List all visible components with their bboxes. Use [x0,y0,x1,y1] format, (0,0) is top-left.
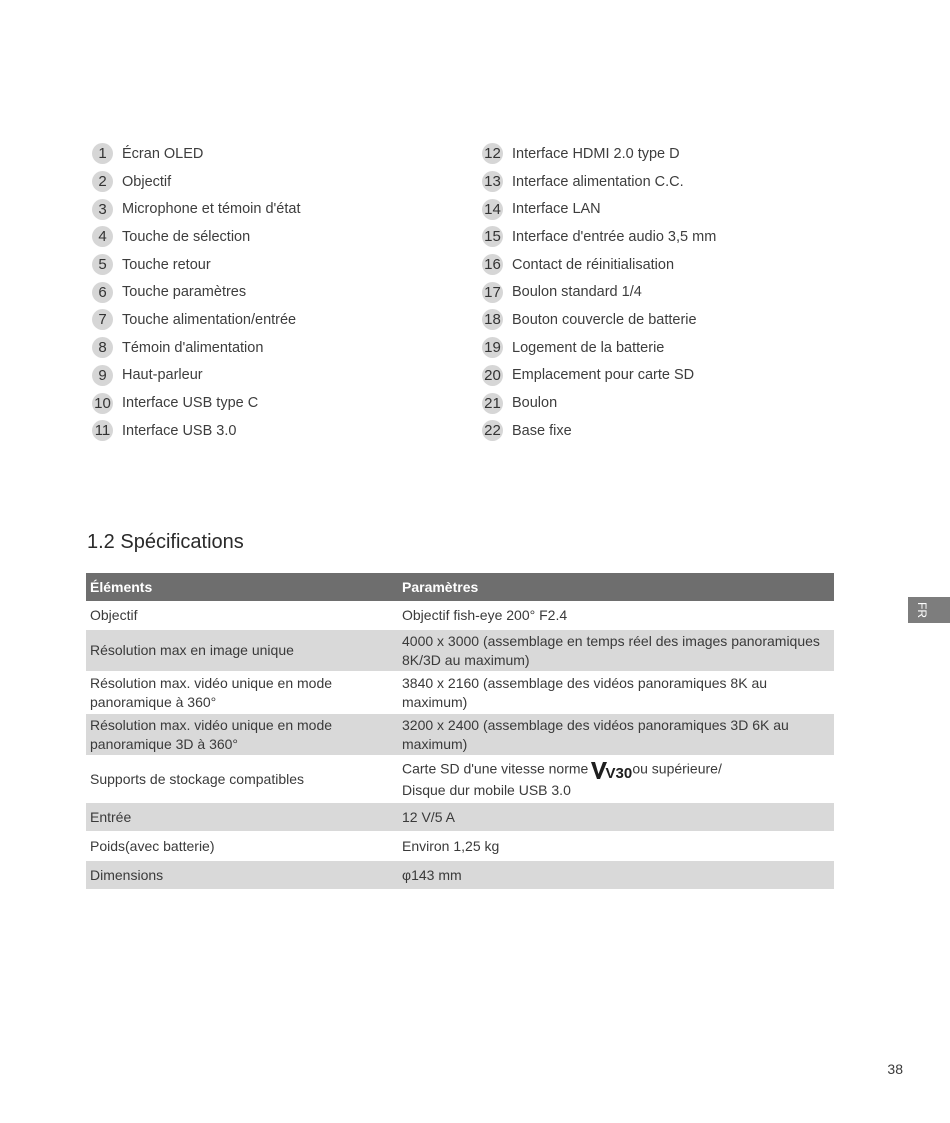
parts-column-right [482,140,716,445]
list-item [482,140,716,168]
item-label: Interface LAN [512,201,601,218]
spec-value-cell: 12 V/5 A [398,803,834,832]
column-header-parameters: Paramètres [398,573,834,601]
table-row [86,861,834,890]
item-label: Microphone et témoin d'état [122,201,301,218]
spec-value-cell: Environ 1,25 kg [398,832,834,861]
list-item [482,306,716,334]
table-row [86,714,834,756]
list-item [482,195,716,223]
spec-element-cell: Objectif [86,601,398,630]
list-item [482,223,716,251]
spec-value-cell: φ143 mm [398,861,834,890]
item-label: Haut-parleur [122,367,203,384]
storage-value-text: Carte SD d'une vitesse norme [402,760,589,777]
table-header-row [86,573,834,601]
item-number-badge: 8 [92,337,113,358]
item-number-badge: 7 [92,309,113,330]
section-title: 1.2 Spécifications [87,531,244,553]
list-item [92,362,300,390]
list-item [482,389,716,417]
item-label: Témoin d'alimentation [122,339,264,356]
table-row [86,630,834,672]
specifications-table [86,573,834,890]
item-number-badge: 13 [482,171,503,192]
item-label: Écran OLED [122,145,204,162]
list-item [92,168,300,196]
item-number-badge: 5 [92,254,113,275]
item-number-badge: 6 [92,282,113,303]
item-label: Interface HDMI 2.0 type D [512,145,680,162]
item-label: Touche alimentation/entrée [122,311,297,328]
item-number-badge: 16 [482,254,503,275]
list-item [92,195,300,223]
list-item [92,306,300,334]
list-item [92,278,300,306]
spec-value-cell [398,756,834,803]
spec-element-cell: Dimensions [86,861,398,890]
spec-element-cell: Entrée [86,803,398,832]
item-label: Bouton couvercle de batterie [512,311,697,328]
item-number-badge: 21 [482,393,503,414]
v30-speed-class-icon [590,759,633,782]
table-row [86,601,834,630]
spec-element-cell: Résolution max en image unique [86,630,398,672]
list-item [482,362,716,390]
item-number-badge: 9 [92,365,113,386]
list-item [92,389,300,417]
list-item [482,168,716,196]
storage-value-line2: Disque dur mobile USB 3.0 [402,781,571,798]
table-row [86,756,834,803]
item-number-badge: 19 [482,337,503,358]
item-number-badge: 20 [482,365,503,386]
list-item [92,251,300,279]
item-label: Touche paramètres [122,284,247,301]
item-label: Interface USB 3.0 [122,422,237,439]
spec-value-cell: 3200 x 2400 (assemblage des vidéos panoramiques 3D 6K au maximum) [398,714,834,756]
item-label: Logement de la batterie [512,339,665,356]
storage-value-suffix: ou supérieure/ [632,760,722,777]
list-item [482,417,716,445]
item-number-badge: 18 [482,309,503,330]
item-label: Touche retour [122,256,211,273]
item-number-badge: 10 [92,393,113,414]
item-label: Objectif [122,173,172,190]
item-label: Boulon standard 1/4 [512,284,642,301]
item-number-badge: 3 [92,199,113,220]
language-side-tab [908,597,950,623]
list-item [92,417,300,445]
table-row [86,672,834,714]
item-number-badge: 22 [482,420,503,441]
item-number-badge: 1 [92,143,113,164]
parts-column-left [92,140,300,445]
spec-value-cell: Objectif fish-eye 200° F2.4 [398,601,834,630]
list-item [92,140,300,168]
item-label: Contact de réinitialisation [512,256,675,273]
spec-value-cell: 3840 x 2160 (assemblage des vidéos panoramiques 8K au maximum) [398,672,834,714]
item-label: Emplacement pour carte SD [512,367,695,384]
spec-element-cell: Poids(avec batterie) [86,832,398,861]
v30-badge-text: V30 [605,764,633,782]
item-label: Interface d'entrée audio 3,5 mm [512,228,717,245]
column-header-elements: Éléments [86,573,398,601]
table-row [86,832,834,861]
spec-value-cell: 4000 x 3000 (assemblage en temps réel des images panoramiques 8K/3D au maximum) [398,630,834,672]
list-item [92,223,300,251]
list-item [482,334,716,362]
page-number: 38 [887,1061,903,1077]
item-number-badge: 12 [482,143,503,164]
item-label: Interface alimentation C.C. [512,173,684,190]
spec-element-cell: Résolution max. vidéo unique en mode panoramique 3D à 360° [86,714,398,756]
list-item [92,334,300,362]
spec-element-cell: Résolution max. vidéo unique en mode panoramique à 360° [86,672,398,714]
list-item [482,278,716,306]
item-number-badge: 14 [482,199,503,220]
item-label: Interface USB type C [122,395,259,412]
language-code: FR [915,602,929,618]
item-number-badge: 11 [92,420,113,441]
item-number-badge: 2 [92,171,113,192]
spec-element-cell: Supports de stockage compatibles [86,756,398,803]
list-item [482,251,716,279]
item-number-badge: 15 [482,226,503,247]
table-row [86,803,834,832]
item-label: Boulon [512,395,558,412]
item-number-badge: 4 [92,226,113,247]
item-label: Base fixe [512,422,572,439]
item-number-badge: 17 [482,282,503,303]
item-label: Touche de sélection [122,228,251,245]
